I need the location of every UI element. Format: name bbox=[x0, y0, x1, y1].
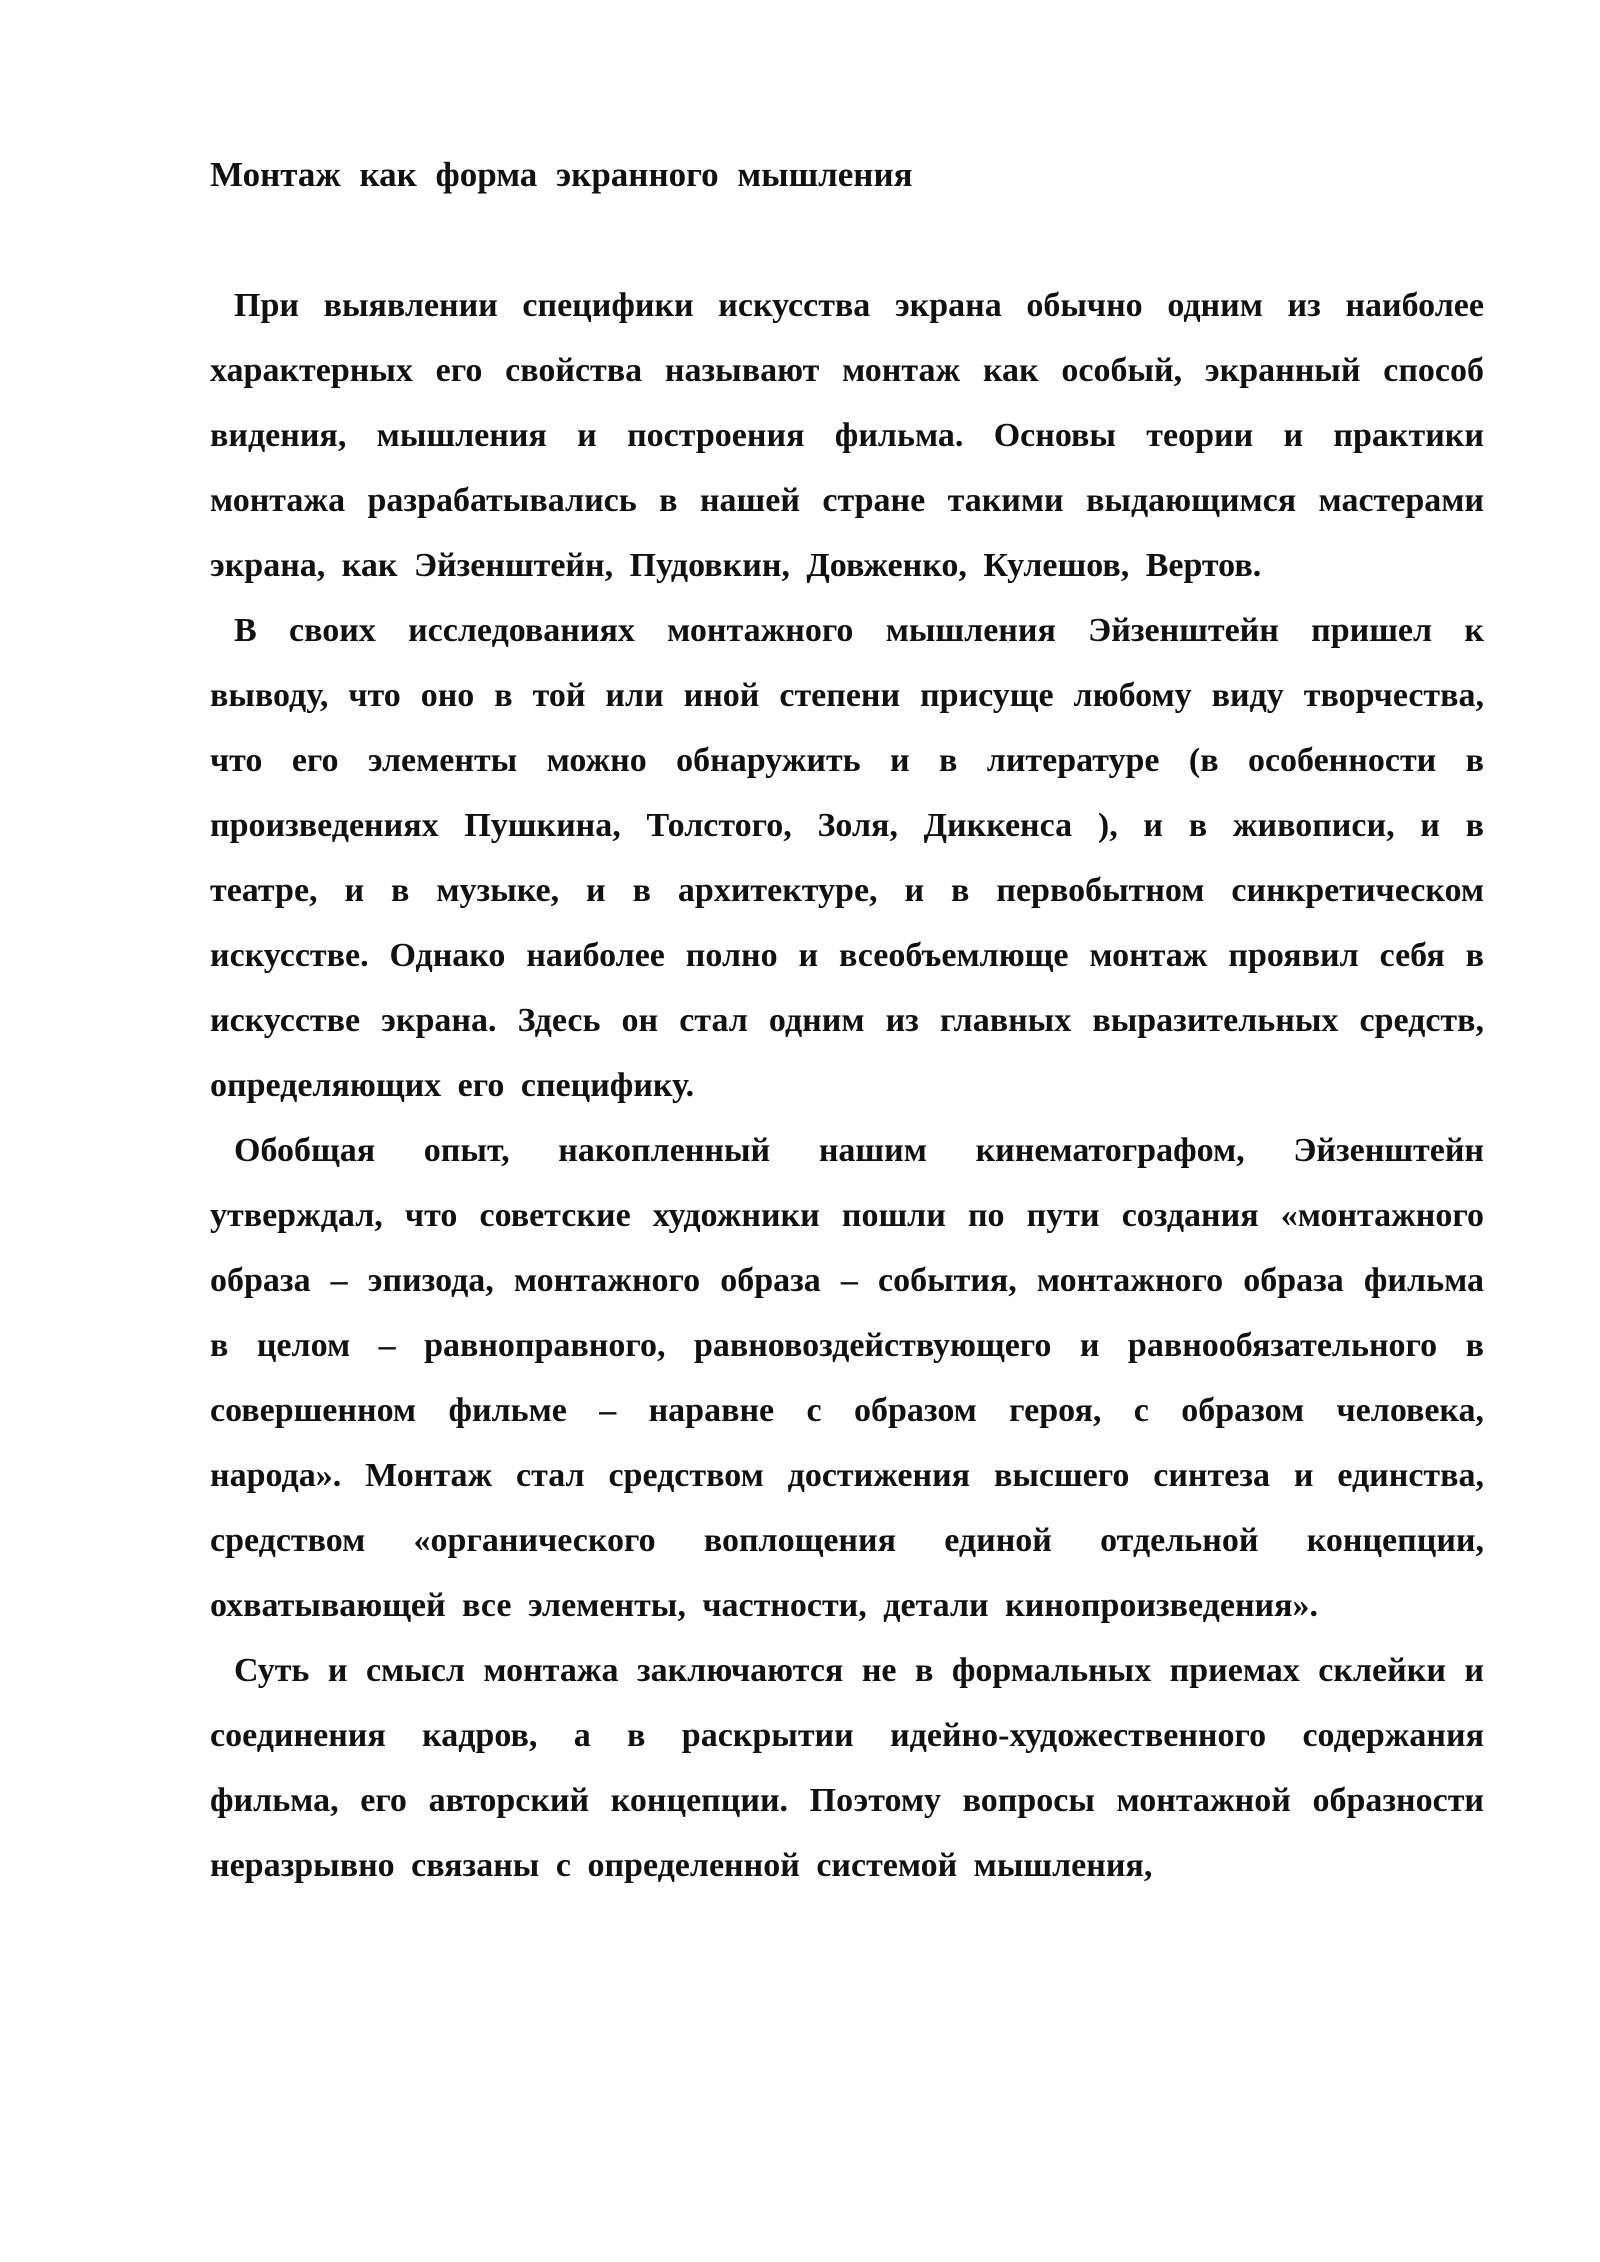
paragraph: Суть и смысл монтажа заключаются не в формальных приемах склейки и соединения кадров, а в раскрытии идейно-художественного содержания фильма, его авторский концепции. Поэтому вопросы монтажной образности неразрывно связаны с определенной системой мышления, bbox=[210, 1652, 1484, 1884]
document-title: Монтаж как форма экранного мышления bbox=[210, 155, 913, 194]
paragraph: При выявлении специфики искусства экрана обычно одним из наиболее характерных его свойства называют монтаж как особый, экранный способ видения, мышления и построения фильма. Основы теории и практики монтажа разрабатывались в нашей стране такими выдающимся мастерами экрана, как Эйзенштейн, Пудовкин, Довженко, Кулешов, Вертов. bbox=[210, 287, 1484, 584]
paragraph: Обобщая опыт, накопленный нашим кинематографом, Эйзенштейн утверждал, что советские художники пошли по пути создания «монтажного образа – эпизода, монтажного образа – события, монтажного образа фильма в целом – равноправного, равновоздействующего и равнообязательного в совершенном фильме – наравне с образом героя, с образом человека, народа». Монтаж стал средством достижения высшего синтеза и единства, средством «органического воплощения единой отдельной концепции, охватывающей все элементы, частности, детали кинопроизведения». bbox=[210, 1132, 1484, 1624]
document-body bbox=[210, 273, 1484, 1898]
paragraph: В своих исследованиях монтажного мышления Эйзенштейн пришел к выводу, что оно в той или иной степени присуще любому виду творчества, что его элементы можно обнаружить и в литературе (в особенности в произведениях Пушкина, Толстого, Золя, Диккенса ), и в живописи, и в театре, и в музыке, и в архитектуре, и в первобытном синкретическом искусстве. Однако наиболее полно и всеобъемлюще монтаж проявил себя в искусстве экрана. Здесь он стал одним из главных выразительных средств, определяющих его специфику. bbox=[210, 612, 1484, 1104]
